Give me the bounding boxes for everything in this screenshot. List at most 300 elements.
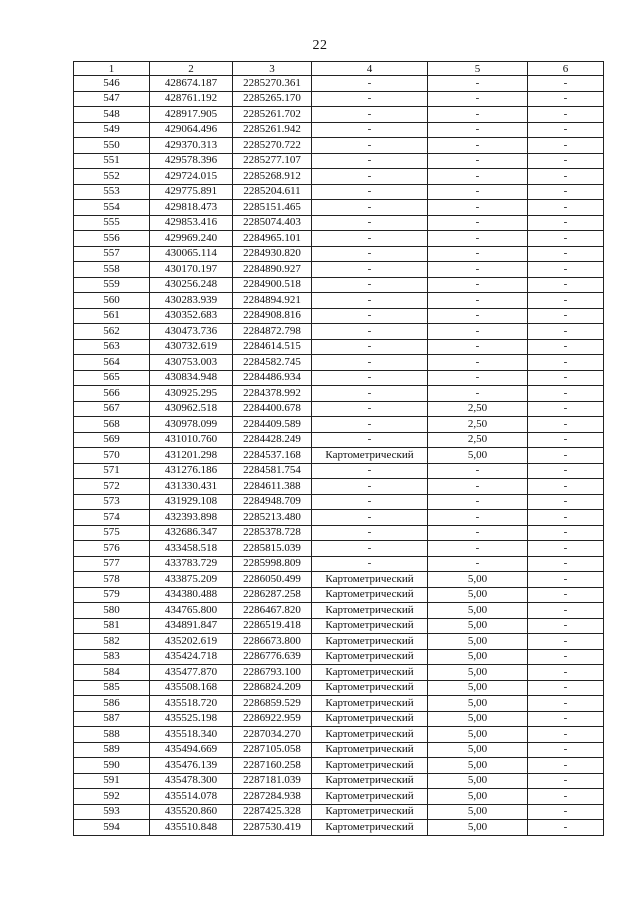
x-coordinate-cell: 428674.187 [150,76,233,92]
table-row [74,401,604,417]
method-cell: - [312,138,428,154]
y-coordinate-cell: 2284890.927 [233,262,312,278]
method-cell: Картометрический [312,773,428,789]
table-row [74,463,604,479]
accuracy-cell: - [428,200,528,216]
description-cell: - [528,804,604,820]
y-coordinate-cell: 2284428.249 [233,432,312,448]
description-cell: - [528,556,604,572]
y-coordinate-cell: 2286519.418 [233,618,312,634]
point-number-cell: 588 [74,727,150,743]
x-coordinate-cell: 435424.718 [150,649,233,665]
point-number-cell: 552 [74,169,150,185]
y-coordinate-cell: 2286922.959 [233,711,312,727]
table-row [74,572,604,588]
method-cell: - [312,479,428,495]
y-coordinate-cell: 2286859.529 [233,696,312,712]
table-row [74,370,604,386]
accuracy-cell: - [428,76,528,92]
x-coordinate-cell: 434380.488 [150,587,233,603]
point-number-cell: 578 [74,572,150,588]
table-row [74,525,604,541]
point-number-cell: 582 [74,634,150,650]
method-cell: - [312,525,428,541]
y-coordinate-cell: 2287181.039 [233,773,312,789]
table-row [74,758,604,774]
table-row [74,804,604,820]
point-number-cell: 586 [74,696,150,712]
table-row [74,773,604,789]
description-cell: - [528,711,604,727]
method-cell: Картометрический [312,665,428,681]
accuracy-cell: 5,00 [428,572,528,588]
table-row [74,417,604,433]
point-number-cell: 553 [74,184,150,200]
method-cell: - [312,200,428,216]
description-cell: - [528,293,604,309]
table-row [74,215,604,231]
accuracy-cell: 5,00 [428,742,528,758]
y-coordinate-cell: 2285815.039 [233,541,312,557]
x-coordinate-cell: 432686.347 [150,525,233,541]
description-cell: - [528,370,604,386]
accuracy-cell: - [428,277,528,293]
point-number-cell: 583 [74,649,150,665]
x-coordinate-cell: 435520.860 [150,804,233,820]
point-number-cell: 563 [74,339,150,355]
method-cell: Картометрический [312,680,428,696]
table-body [74,76,604,836]
x-coordinate-cell: 433783.729 [150,556,233,572]
accuracy-cell: 5,00 [428,727,528,743]
table-row [74,386,604,402]
description-cell: - [528,727,604,743]
x-coordinate-cell: 435525.198 [150,711,233,727]
x-coordinate-cell: 434891.847 [150,618,233,634]
table-row [74,200,604,216]
x-coordinate-cell: 429853.416 [150,215,233,231]
y-coordinate-cell: 2284930.820 [233,246,312,262]
description-cell: - [528,742,604,758]
accuracy-cell: 5,00 [428,665,528,681]
accuracy-cell: - [428,169,528,185]
x-coordinate-cell: 429724.015 [150,169,233,185]
description-cell: - [528,277,604,293]
y-coordinate-cell: 2287425.328 [233,804,312,820]
x-coordinate-cell: 430732.619 [150,339,233,355]
point-number-cell: 554 [74,200,150,216]
method-cell: Картометрический [312,789,428,805]
column-header-3: 3 [233,62,312,76]
x-coordinate-cell: 428917.905 [150,107,233,123]
header-row [74,62,604,76]
description-cell: - [528,525,604,541]
method-cell: - [312,355,428,371]
x-coordinate-cell: 430925.295 [150,386,233,402]
point-number-cell: 557 [74,246,150,262]
description-cell: - [528,76,604,92]
x-coordinate-cell: 435494.669 [150,742,233,758]
accuracy-cell: 2,50 [428,401,528,417]
method-cell: - [312,541,428,557]
accuracy-cell: - [428,324,528,340]
description-cell: - [528,169,604,185]
x-coordinate-cell: 430753.003 [150,355,233,371]
point-number-cell: 576 [74,541,150,557]
table-row [74,122,604,138]
description-cell: - [528,572,604,588]
method-cell: Картометрический [312,804,428,820]
table-row [74,649,604,665]
method-cell: Картометрический [312,696,428,712]
column-header-1: 1 [74,62,150,76]
description-cell: - [528,758,604,774]
y-coordinate-cell: 2285213.480 [233,510,312,526]
point-number-cell: 556 [74,231,150,247]
table-row [74,510,604,526]
accuracy-cell: - [428,386,528,402]
x-coordinate-cell: 429370.313 [150,138,233,154]
method-cell: Картометрический [312,711,428,727]
y-coordinate-cell: 2287530.419 [233,820,312,836]
table-row [74,541,604,557]
description-cell: - [528,634,604,650]
x-coordinate-cell: 435514.078 [150,789,233,805]
accuracy-cell: 5,00 [428,696,528,712]
column-header-4: 4 [312,62,428,76]
description-cell: - [528,262,604,278]
method-cell: - [312,339,428,355]
y-coordinate-cell: 2285270.361 [233,76,312,92]
method-cell: - [312,293,428,309]
table-row [74,494,604,510]
x-coordinate-cell: 428761.192 [150,91,233,107]
accuracy-cell: - [428,153,528,169]
table-row [74,820,604,836]
y-coordinate-cell: 2285261.702 [233,107,312,123]
x-coordinate-cell: 430978.099 [150,417,233,433]
description-cell: - [528,618,604,634]
y-coordinate-cell: 2284894.921 [233,293,312,309]
description-cell: - [528,386,604,402]
method-cell: Картометрический [312,758,428,774]
accuracy-cell: - [428,293,528,309]
method-cell: - [312,432,428,448]
point-number-cell: 571 [74,463,150,479]
accuracy-cell: - [428,556,528,572]
description-cell: - [528,339,604,355]
table-row [74,432,604,448]
method-cell: Картометрический [312,820,428,836]
description-cell: - [528,231,604,247]
point-number-cell: 566 [74,386,150,402]
point-number-cell: 577 [74,556,150,572]
x-coordinate-cell: 435202.619 [150,634,233,650]
accuracy-cell: - [428,339,528,355]
table-row [74,355,604,371]
y-coordinate-cell: 2285204.611 [233,184,312,200]
accuracy-cell: - [428,138,528,154]
method-cell: - [312,417,428,433]
x-coordinate-cell: 429578.396 [150,153,233,169]
point-number-cell: 546 [74,76,150,92]
page-number: 22 [312,38,328,53]
point-number-cell: 585 [74,680,150,696]
table-row [74,169,604,185]
method-cell: Картометрический [312,572,428,588]
table-row [74,324,604,340]
accuracy-cell: 5,00 [428,789,528,805]
method-cell: - [312,308,428,324]
point-number-cell: 581 [74,618,150,634]
accuracy-cell: - [428,510,528,526]
accuracy-cell: 5,00 [428,758,528,774]
table-row [74,184,604,200]
accuracy-cell: - [428,184,528,200]
y-coordinate-cell: 2286793.100 [233,665,312,681]
point-number-cell: 565 [74,370,150,386]
table-row [74,634,604,650]
point-number-cell: 572 [74,479,150,495]
method-cell: Картометрический [312,742,428,758]
accuracy-cell: - [428,231,528,247]
table-row [74,107,604,123]
table-row [74,308,604,324]
point-number-cell: 575 [74,525,150,541]
point-number-cell: 558 [74,262,150,278]
y-coordinate-cell: 2285378.728 [233,525,312,541]
description-cell: - [528,355,604,371]
y-coordinate-cell: 2284486.934 [233,370,312,386]
point-number-cell: 573 [74,494,150,510]
y-coordinate-cell: 2286776.639 [233,649,312,665]
description-cell: - [528,138,604,154]
accuracy-cell: - [428,308,528,324]
point-number-cell: 584 [74,665,150,681]
point-number-cell: 579 [74,587,150,603]
accuracy-cell: - [428,355,528,371]
table-row [74,603,604,619]
x-coordinate-cell: 435508.168 [150,680,233,696]
accuracy-cell: - [428,541,528,557]
table-row [74,618,604,634]
table-row [74,153,604,169]
x-coordinate-cell: 435518.720 [150,696,233,712]
description-cell: - [528,432,604,448]
description-cell: - [528,417,604,433]
point-number-cell: 564 [74,355,150,371]
x-coordinate-cell: 430352.683 [150,308,233,324]
method-cell: Картометрический [312,603,428,619]
x-coordinate-cell: 429775.891 [150,184,233,200]
description-cell: - [528,773,604,789]
method-cell: - [312,401,428,417]
description-cell: - [528,696,604,712]
y-coordinate-cell: 2286467.820 [233,603,312,619]
table-row [74,246,604,262]
x-coordinate-cell: 435510.848 [150,820,233,836]
method-cell: - [312,463,428,479]
table-row [74,277,604,293]
accuracy-cell: - [428,91,528,107]
description-cell: - [528,308,604,324]
description-cell: - [528,541,604,557]
method-cell: Картометрический [312,649,428,665]
x-coordinate-cell: 430473.736 [150,324,233,340]
point-number-cell: 549 [74,122,150,138]
description-cell: - [528,820,604,836]
table-row [74,339,604,355]
x-coordinate-cell: 435476.139 [150,758,233,774]
point-number-cell: 567 [74,401,150,417]
point-number-cell: 587 [74,711,150,727]
point-number-cell: 592 [74,789,150,805]
table-row [74,293,604,309]
table-row [74,680,604,696]
y-coordinate-cell: 2286824.209 [233,680,312,696]
accuracy-cell: - [428,107,528,123]
accuracy-cell: - [428,525,528,541]
table-row [74,789,604,805]
accuracy-cell: 5,00 [428,820,528,836]
description-cell: - [528,107,604,123]
description-cell: - [528,587,604,603]
accuracy-cell: 5,00 [428,618,528,634]
point-number-cell: 590 [74,758,150,774]
accuracy-cell: 5,00 [428,773,528,789]
description-cell: - [528,789,604,805]
point-number-cell: 568 [74,417,150,433]
method-cell: - [312,324,428,340]
accuracy-cell: - [428,246,528,262]
x-coordinate-cell: 435518.340 [150,727,233,743]
x-coordinate-cell: 431010.760 [150,432,233,448]
x-coordinate-cell: 435478.300 [150,773,233,789]
method-cell: - [312,556,428,572]
method-cell: Картометрический [312,727,428,743]
y-coordinate-cell: 2287034.270 [233,727,312,743]
x-coordinate-cell: 431330.431 [150,479,233,495]
accuracy-cell: - [428,463,528,479]
table-row [74,696,604,712]
accuracy-cell: - [428,215,528,231]
accuracy-cell: - [428,262,528,278]
coordinates-table [73,61,604,836]
table-row [74,138,604,154]
description-cell: - [528,184,604,200]
description-cell: - [528,649,604,665]
y-coordinate-cell: 2284378.992 [233,386,312,402]
point-number-cell: 555 [74,215,150,231]
x-coordinate-cell: 429969.240 [150,231,233,247]
y-coordinate-cell: 2285998.809 [233,556,312,572]
y-coordinate-cell: 2285268.912 [233,169,312,185]
y-coordinate-cell: 2285277.107 [233,153,312,169]
point-number-cell: 580 [74,603,150,619]
x-coordinate-cell: 430834.948 [150,370,233,386]
description-cell: - [528,510,604,526]
point-number-cell: 591 [74,773,150,789]
method-cell: - [312,153,428,169]
method-cell: - [312,107,428,123]
table-row [74,742,604,758]
table-row [74,556,604,572]
y-coordinate-cell: 2286287.258 [233,587,312,603]
column-header-5: 5 [428,62,528,76]
point-number-cell: 550 [74,138,150,154]
description-cell: - [528,91,604,107]
description-cell: - [528,665,604,681]
table-row [74,91,604,107]
y-coordinate-cell: 2284900.518 [233,277,312,293]
x-coordinate-cell: 430170.197 [150,262,233,278]
accuracy-cell: 5,00 [428,680,528,696]
accuracy-cell: 5,00 [428,634,528,650]
accuracy-cell: 5,00 [428,804,528,820]
x-coordinate-cell: 431201.298 [150,448,233,464]
accuracy-cell: - [428,494,528,510]
x-coordinate-cell: 431276.186 [150,463,233,479]
x-coordinate-cell: 430256.248 [150,277,233,293]
description-cell: - [528,479,604,495]
y-coordinate-cell: 2287284.938 [233,789,312,805]
point-number-cell: 574 [74,510,150,526]
y-coordinate-cell: 2284537.168 [233,448,312,464]
method-cell: - [312,169,428,185]
method-cell: Картометрический [312,618,428,634]
point-number-cell: 547 [74,91,150,107]
y-coordinate-cell: 2285261.942 [233,122,312,138]
table-row [74,727,604,743]
y-coordinate-cell: 2284965.101 [233,231,312,247]
y-coordinate-cell: 2285074.403 [233,215,312,231]
x-coordinate-cell: 429818.473 [150,200,233,216]
accuracy-cell: 5,00 [428,587,528,603]
table-row [74,479,604,495]
description-cell: - [528,494,604,510]
method-cell: - [312,277,428,293]
y-coordinate-cell: 2284872.798 [233,324,312,340]
point-number-cell: 589 [74,742,150,758]
table-row [74,262,604,278]
point-number-cell: 570 [74,448,150,464]
y-coordinate-cell: 2284908.816 [233,308,312,324]
point-number-cell: 593 [74,804,150,820]
y-coordinate-cell: 2284400.678 [233,401,312,417]
description-cell: - [528,153,604,169]
x-coordinate-cell: 430283.939 [150,293,233,309]
y-coordinate-cell: 2285265.170 [233,91,312,107]
x-coordinate-cell: 433458.518 [150,541,233,557]
method-cell: - [312,262,428,278]
description-cell: - [528,246,604,262]
table-row [74,231,604,247]
description-cell: - [528,200,604,216]
point-number-cell: 559 [74,277,150,293]
description-cell: - [528,122,604,138]
point-number-cell: 548 [74,107,150,123]
y-coordinate-cell: 2285270.722 [233,138,312,154]
table-row [74,711,604,727]
description-cell: - [528,603,604,619]
y-coordinate-cell: 2284614.515 [233,339,312,355]
table-header [74,62,604,76]
point-number-cell: 561 [74,308,150,324]
method-cell: - [312,184,428,200]
table-row [74,587,604,603]
point-number-cell: 569 [74,432,150,448]
y-coordinate-cell: 2285151.465 [233,200,312,216]
